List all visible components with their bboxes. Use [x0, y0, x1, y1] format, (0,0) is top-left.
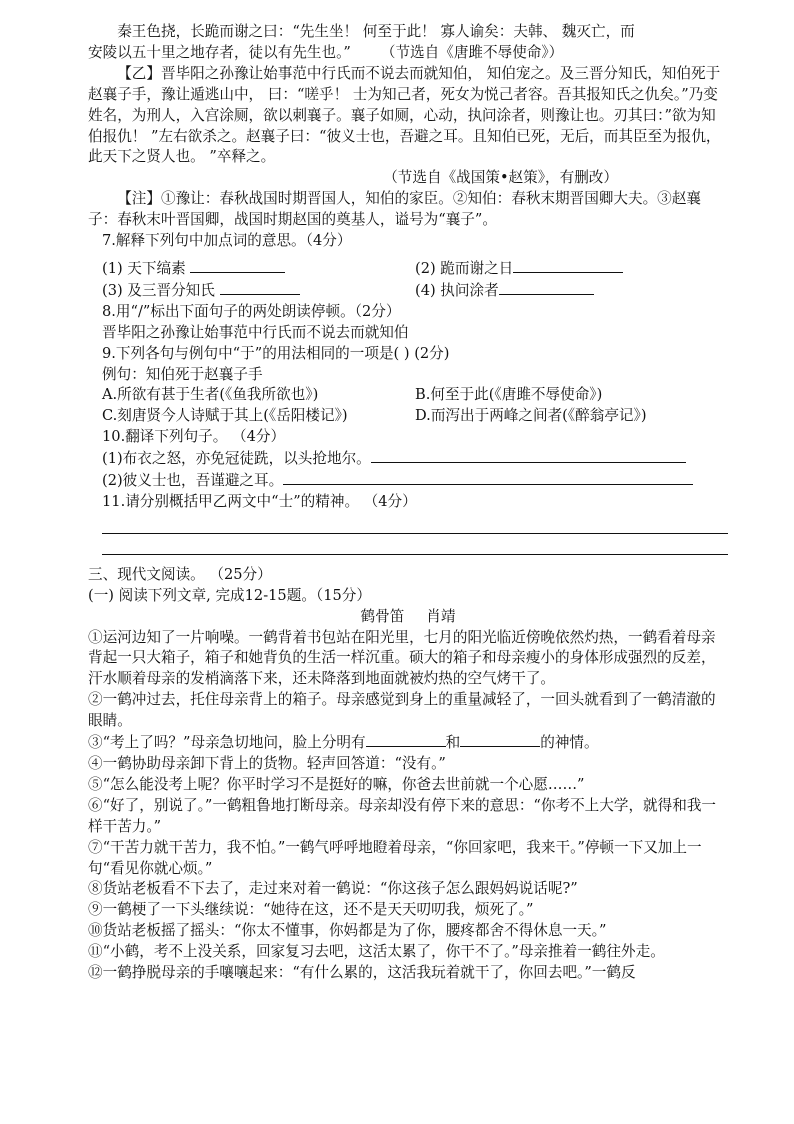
para-2: ②一鹤冲过去，托住母亲背上的箱子。母亲感觉到身上的重量减轻了，一回头就看到了一鹤清澈的眼睛。 [88, 691, 716, 730]
para-8: ⑧货站老板看不下去了，走过来对着一鹤说：“你这孩子怎么跟妈妈说话呢?” [88, 880, 578, 898]
q9-option-d[interactable]: D.而泻出于两峰之间者(《醉翁亭记》) [415, 407, 647, 425]
jia-ending-line2 [88, 43, 728, 64]
q7-item-4: (4) 执问涂者 [415, 280, 728, 302]
jia-source: （节选自《唐雎不辱使命》） [380, 43, 564, 61]
article-author: 肖靖 [426, 607, 456, 625]
para-9: ⑨一鹤梗了一下头继续说：“她待在这，还不是天天叨叨我，烦死了。” [88, 901, 534, 919]
q9-option-b[interactable]: B.何至于此(《唐雎不辱使命》) [415, 386, 603, 404]
para-10: ⑩货站老板摇了摇头：“你太不懂事，你妈都是为了你，腰疼都舍不得休息一天。” [88, 922, 607, 940]
q7-row2 [102, 280, 728, 302]
para-1: ①运河边知了一片响噪。一鹤背着书包站在阳光里，七月的阳光临近傍晚依然灼热，一鹤看着母亲背起一只大箱子，箱子和她背负的生活一样沉重。硕大的箱子和母亲瘦小的身体形成强烈的反差，汗水顺着母亲的发梢滴落下来，还未降落到地面就被灼热的空气烤干了。 [88, 628, 716, 688]
q10-item-1: (1)布衣之怒，亦免冠徒跣，以头抢地尔。 [102, 448, 728, 470]
q11-stem: 11.请分别概括甲乙两文中“士”的精神。 （4分） [102, 492, 417, 510]
q10-stem: 10.翻译下列句子。 （4分） [102, 428, 286, 446]
q9-example: 例句：知伯死于赵襄子手 [102, 365, 263, 383]
para-4: ④一鹤协助母亲卸下背上的货物。轻声回答道：“没有。” [88, 755, 446, 772]
jia-ending-text: 安陵以五十里之地存者，徒以有先生也。” [88, 43, 351, 61]
q10-answer-1[interactable] [371, 448, 686, 463]
q9-option-c[interactable]: C.刻唐贤今人诗赋于其上(《岳阳楼记》) [102, 407, 348, 425]
para-3: ③“考上了吗？”母亲急切地问，脸上分明有 和 的神情。 [88, 734, 599, 752]
para-7: ⑦“干苦力就干苦力，我不怕。”一鹤气呼呼地瞪着母亲，“你回家吧，我来干。”停顿一下又加上一句“看见你就心烦。” [88, 838, 702, 877]
para-12: ⑫一鹤挣脱母亲的手嚷嚷起来：“有什么累的，这活我玩着就干了，你回去吧。”一鹤反 [88, 964, 636, 982]
section3-sub: (一) 阅读下列文章, 完成12-15题。（15分） [88, 586, 371, 604]
q7-answer-1[interactable] [190, 258, 285, 273]
q7-answer-2[interactable] [513, 258, 623, 273]
q9-stem: 9.下列各句与例句中“于”的用法相同的一项是( ) (2分) [102, 344, 450, 362]
q9-option-a[interactable]: A.所欲有甚于生者(《鱼我所欲也》) [102, 386, 319, 404]
para3-blank-2[interactable] [460, 732, 540, 747]
jia-ending-line1: 秦王色挠，长跪而谢之曰：“先生坐！ 何至于此！ 寡人谕矣：夫韩、 魏灭亡，而 [117, 23, 635, 40]
yi-source: （节选自《战国策•赵策》，有删改） [383, 169, 618, 187]
q11-answer-line-1[interactable] [102, 513, 728, 534]
q9-row2 [102, 406, 728, 427]
q7-item-1: (1) 天下缟素 [102, 258, 415, 280]
yi-passage: 【乙】晋毕阳之孙豫让始事范中行氏而不说去而就知伯， 知伯宠之。及三晋分知氏，知伯死于赵襄子手，豫让遁逃山中， 曰：“嗟乎！ 士为知己者，死女为悦己者容。吾其报知氏之仇矣。”乃变姓名，为刑人，入宫涂厕，欲以刺襄子。襄子如厕，心动，执问涂者，则豫让也。刃其曰：”欲为知伯报仇！ ”左右欲杀之。赵襄子曰：“彼义士也，吾避之耳。且知伯已死，无后，而其臣至为报仇， 此天下之贤人也。 ”卒释之。 [88, 64, 721, 166]
q7-stem: 7.解释下列句中加点词的意思。（4分） [102, 232, 352, 250]
q7-answer-4[interactable] [499, 280, 594, 295]
para-5: ⑤“怎么能没考上呢？你平时学习不是挺好的嘛，你爸去世前就一个心愿……” [88, 775, 585, 793]
q7-item-3: (3) 及三晋分知氏 [102, 280, 415, 302]
para-11: ⑪“小鹤，考不上没关系，回家复习去吧，这活太累了，你干不了。”母亲推着一鹤往外走。 [88, 943, 665, 961]
q8-stem: 8.用“/”标出下面句子的两处朗读停顿。（2分） [102, 302, 401, 320]
q10-item-2: (2)彼义士也，吾谨避之耳。 [102, 470, 728, 492]
article-title-line [88, 607, 728, 628]
article-title: 鹤骨笛 [360, 607, 405, 625]
para3-blank-1[interactable] [366, 732, 446, 747]
q7-answer-3[interactable] [220, 280, 300, 295]
section3-heading: 三、现代文阅读。 （25分） [88, 565, 272, 583]
q7-item-2: (2) 跪而谢之日 [415, 258, 728, 280]
q10-answer-2[interactable] [283, 470, 693, 485]
q9-row1 [102, 385, 728, 406]
yi-note: 【注】①豫让：春秋战国时期晋国人，知伯的家臣。②知伯：春秋末期晋国卿大夫。③赵襄子：春秋末叶晋国卿，战国时期赵国的奠基人，谥号为“襄子”。 [88, 190, 701, 229]
para-6: ⑥“好了，别说了。”一鹤粗鲁地打断母亲。母亲却没有停下来的意思：“你考不上大学，就得和我一样干苦力。” [88, 796, 717, 835]
q7-row1 [102, 258, 728, 280]
q8-sentence: 晋毕阳之孙豫让始事范中行氏而不说去而就知伯 [102, 323, 409, 341]
q11-answer-line-2[interactable] [102, 534, 728, 555]
